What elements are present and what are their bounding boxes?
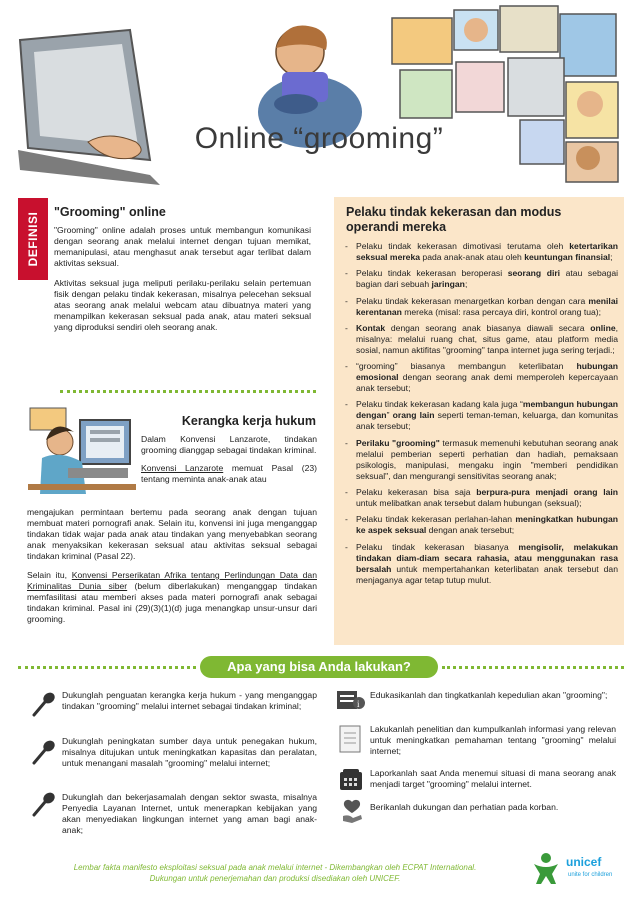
telephone-icon bbox=[338, 768, 364, 799]
offender-list bbox=[344, 241, 618, 591]
dotted-divider bbox=[60, 390, 316, 393]
legal-framework-intro bbox=[141, 434, 317, 485]
offender-item-text: untuk mempertahankan keterlibatan anak tersebut dan menjaganya agar tetap tutup mulut. bbox=[356, 563, 618, 585]
offender-item-text: atau sebagai bagian dari sebuah bbox=[356, 268, 619, 290]
microphone-icon bbox=[30, 690, 58, 723]
offender-item-text: pada anak-anak atau oleh bbox=[420, 252, 525, 262]
offender-item bbox=[344, 361, 618, 394]
offender-item-text: ; bbox=[464, 279, 468, 290]
legal-framework-body bbox=[27, 507, 317, 562]
offender-item-bold: jaringan bbox=[431, 279, 465, 290]
document-icon bbox=[338, 724, 364, 761]
footer-credits bbox=[30, 862, 520, 884]
header-illustration bbox=[0, 0, 638, 192]
dotted-divider-left bbox=[18, 666, 196, 669]
offender-item-bold: meningkatkan hubungan ke aspek seksual bbox=[356, 514, 618, 536]
offender-item-text: ; bbox=[610, 252, 613, 262]
dotted-divider-right bbox=[442, 666, 624, 669]
african-rest: (belum diberlakukan) menganggap tindakan memfasilitasi atau memberi akses pada materi pornografi anak sebagai tindakan kriminal. Pasal ini (29)(3)(1)(d) juga menangkap unsur-unsur dari grooming. bbox=[27, 581, 317, 624]
legal-framework-african bbox=[27, 570, 317, 625]
offender-item bbox=[344, 399, 618, 432]
definition-heading: "Grooming" online bbox=[54, 205, 166, 219]
offender-item-bold: seorang diri bbox=[507, 268, 561, 279]
offender-item-text: dengan seorang anak demi memperoleh kepercayaan anak tersebut; bbox=[356, 372, 618, 394]
offender-item-bold: Perilaku "grooming" bbox=[356, 437, 440, 448]
action-right-1: Edukasikanlah dan tingkatkanlah kepedulian akan "grooming"; bbox=[370, 690, 608, 700]
hand-heart-icon bbox=[340, 798, 364, 829]
action-left-3: Dukunglah dan bekerjasamalah dengan sektor swasta, misalnya Penyedia Layanan Internet, untuk menerapkan kebijakan yang akan menyediakan lingkungan internet yang aman bagi anak-anak; bbox=[62, 792, 317, 835]
offender-item-text: dengan seorang anak biasanya diawali secara bbox=[385, 322, 591, 333]
offender-item-text: ” bbox=[386, 410, 393, 421]
offender-item-bold: keuntungan finansial bbox=[524, 252, 611, 262]
action-right-4: Berikanlah dukungan dan perhatian pada korban. bbox=[370, 802, 559, 812]
microphone-icon bbox=[30, 738, 58, 771]
lanzarote-text: memuat Pasal (23) tentang meminta anak-anak atau bbox=[141, 463, 317, 484]
offender-item-text: Pelaku tindak kekerasan kadang kala juga “ bbox=[356, 399, 523, 410]
footer-line-2: Dukungan untuk penerjemahan dan produksi disediakan oleh UNICEF. bbox=[149, 874, 401, 883]
offender-item bbox=[344, 542, 618, 586]
unicef-tagline: unite for children bbox=[568, 872, 613, 878]
offender-item-text: mereka (misal: rasa percaya diri, kontrol orang tua); bbox=[401, 306, 602, 317]
offender-item-bold: membangun hubungan dengan bbox=[356, 399, 618, 421]
definisi-label: DEFINISI bbox=[26, 211, 40, 267]
child-computer-illustration bbox=[28, 402, 136, 507]
legal-framework-p2b: mengajukan permintaan bertemu pada seorang anak dengan tujuan membuat materi pornografi anak. Selain itu, konvensi ini juga menganggap tindakan tidak wajar pada anak atau tindakan yang menyebabkan seorang anak menyaksikan kekerasan seksual atau aktivitas seksual sebagai tindakan kriminal (Pasal 22). bbox=[27, 507, 317, 561]
legal-framework-p1: Dalam Konvensi Lanzarote, tindakan grooming dianggap sebagai tindakan kriminal. bbox=[141, 434, 317, 455]
definition-paragraph-2: Aktivitas seksual juga meliputi perilaku-perilaku selain pertemuan fisik dengan pelaku tindak kekerasan, misalnya pelecehan seksual atas seorang anak melalui webcam atau dibuatnya materi yang menampilkan kekerasan seksual pada anak, atau materi seksual yang diproduksi sendiri oleh seorang anak. bbox=[54, 278, 311, 332]
ecpat-logo bbox=[530, 850, 562, 895]
offender-item-text: seperti teman-teman, keluarga, dan komunitas anak tersebut; bbox=[356, 410, 619, 432]
offender-item bbox=[344, 296, 618, 318]
definition-section bbox=[54, 205, 311, 333]
offender-item-text: Pelaku tindak kekerasan biasanya bbox=[356, 541, 519, 552]
offender-heading: Pelaku tindak kekerasan dan modus operandi mereka bbox=[346, 205, 562, 234]
african-prefix: Selain itu, bbox=[27, 570, 72, 580]
offender-item-bold: orang lain bbox=[392, 410, 435, 421]
offender-item-bold: hubungan emosional bbox=[356, 361, 618, 383]
offender-item-bold: online bbox=[590, 322, 616, 333]
svg-text:i: i bbox=[357, 699, 360, 709]
offender-item-text: Pelaku tindak kekerasan dimotivasi terutama oleh bbox=[356, 241, 570, 251]
offender-item bbox=[344, 323, 618, 356]
legal-framework-heading: Kerangka kerja hukum bbox=[181, 414, 316, 428]
action-right-2: Lakukanlah penelitian dan kumpulkanlah informasi yang relevan untuk meningkatkan pemahaman tentang "grooming" melalui internet; bbox=[370, 724, 616, 756]
legal-framework-p3 bbox=[27, 570, 317, 625]
page-title: Online “grooming” bbox=[194, 122, 444, 155]
offender-item-bold: Kontak bbox=[356, 322, 386, 333]
what-can-you-do-heading: Apa yang bisa Anda lakukan? bbox=[200, 656, 438, 678]
offender-item bbox=[344, 514, 618, 536]
info-icon bbox=[336, 688, 366, 717]
grooming-illustration bbox=[0, 0, 638, 192]
action-left-2: Dukunglah peningkatan sumber daya untuk penegakan hukum, misalnya ditujukan untuk meningkatkan kapasitas dan peralatan, untuk menangani masalah "grooming" melalui internet; bbox=[62, 736, 317, 768]
offender-item-text: “grooming” biasanya membangun keterlibatan bbox=[356, 361, 577, 372]
unicef-logo: unicef bbox=[566, 855, 602, 869]
offender-item-text: dengan anak tersebut; bbox=[426, 525, 515, 536]
offender-item-bold: ketertarikan seksual mereka bbox=[356, 241, 618, 262]
definisi-tab bbox=[18, 198, 48, 280]
african-convention-link[interactable]: Konvensi Perserikatan Afrika tentang Perlindungan Data dan Kriminalitas Dunia siber bbox=[27, 570, 317, 591]
legal-framework-p2a bbox=[141, 463, 317, 485]
offender-item-bold: mengisolir, melakukan tindakan diam-diam secara rahasia, atau menggunakan rasa bersalah bbox=[356, 541, 619, 574]
offender-item-text: termasuk memenuhi kebutuhan seorang anak melalui pemberian seperti perhatian dan hadiah, pemaksaan psikologis, manipulasi, mengaku ingin "memberi pendidikan seksual", dan mengurangi sensitivitas seorang anak; bbox=[356, 437, 618, 481]
action-right-3: Laporkanlah saat Anda menemui situasi di mana seorang anak menjadi target "grooming" melalui internet. bbox=[370, 768, 616, 789]
offender-item-bold: menilai kerentanan bbox=[356, 295, 618, 317]
footer-line-1: Lembar fakta manifesto eksploitasi seksual pada anak melalui internet - Dikembangkan oleh ECPAT International. bbox=[73, 863, 477, 872]
definition-paragraph-1: "Grooming" online adalah proses untuk membangun komunikasi dengan seorang anak melalui internet dengan tujuan memikat, memanipulasi, atau menghasut anak tersebut agar terlibat dalam aktivitas seksual. bbox=[54, 225, 311, 268]
offender-item-text: Pelaku tindak kekerasan perlahan-lahan bbox=[356, 514, 516, 525]
offender-item-text: untuk melibatkan anak tersebut dalam hubungan (seksual); bbox=[356, 498, 582, 509]
offender-box bbox=[334, 197, 624, 645]
offender-item bbox=[344, 487, 618, 509]
offender-item bbox=[344, 241, 618, 263]
microphone-icon bbox=[30, 790, 58, 823]
offender-item-text: Pelaku kekerasan bisa saja bbox=[356, 487, 477, 498]
offender-item-bold: berpura-pura menjadi orang lain bbox=[476, 487, 618, 498]
action-left-1: Dukunglah penguatan kerangka kerja hukum - yang menganggap tindakan "grooming" melalui internet sebagai tindakan kriminal; bbox=[62, 690, 317, 711]
offender-item bbox=[344, 438, 618, 482]
offender-item-text: Pelaku tindak kekerasan menargetkan korban dengan cara bbox=[356, 295, 589, 306]
offender-item-text: , misalnya: melalui ruang chat, situs game, atau platform media sosial, namun aktifitas "grooming" tanpa internet juga sering terjadi.; bbox=[356, 322, 618, 355]
offender-item bbox=[344, 268, 618, 290]
lanzarote-link[interactable]: Konvensi Lanzarote bbox=[141, 463, 224, 473]
offender-item-text: Pelaku tindak kekerasan beroperasi bbox=[356, 268, 508, 279]
